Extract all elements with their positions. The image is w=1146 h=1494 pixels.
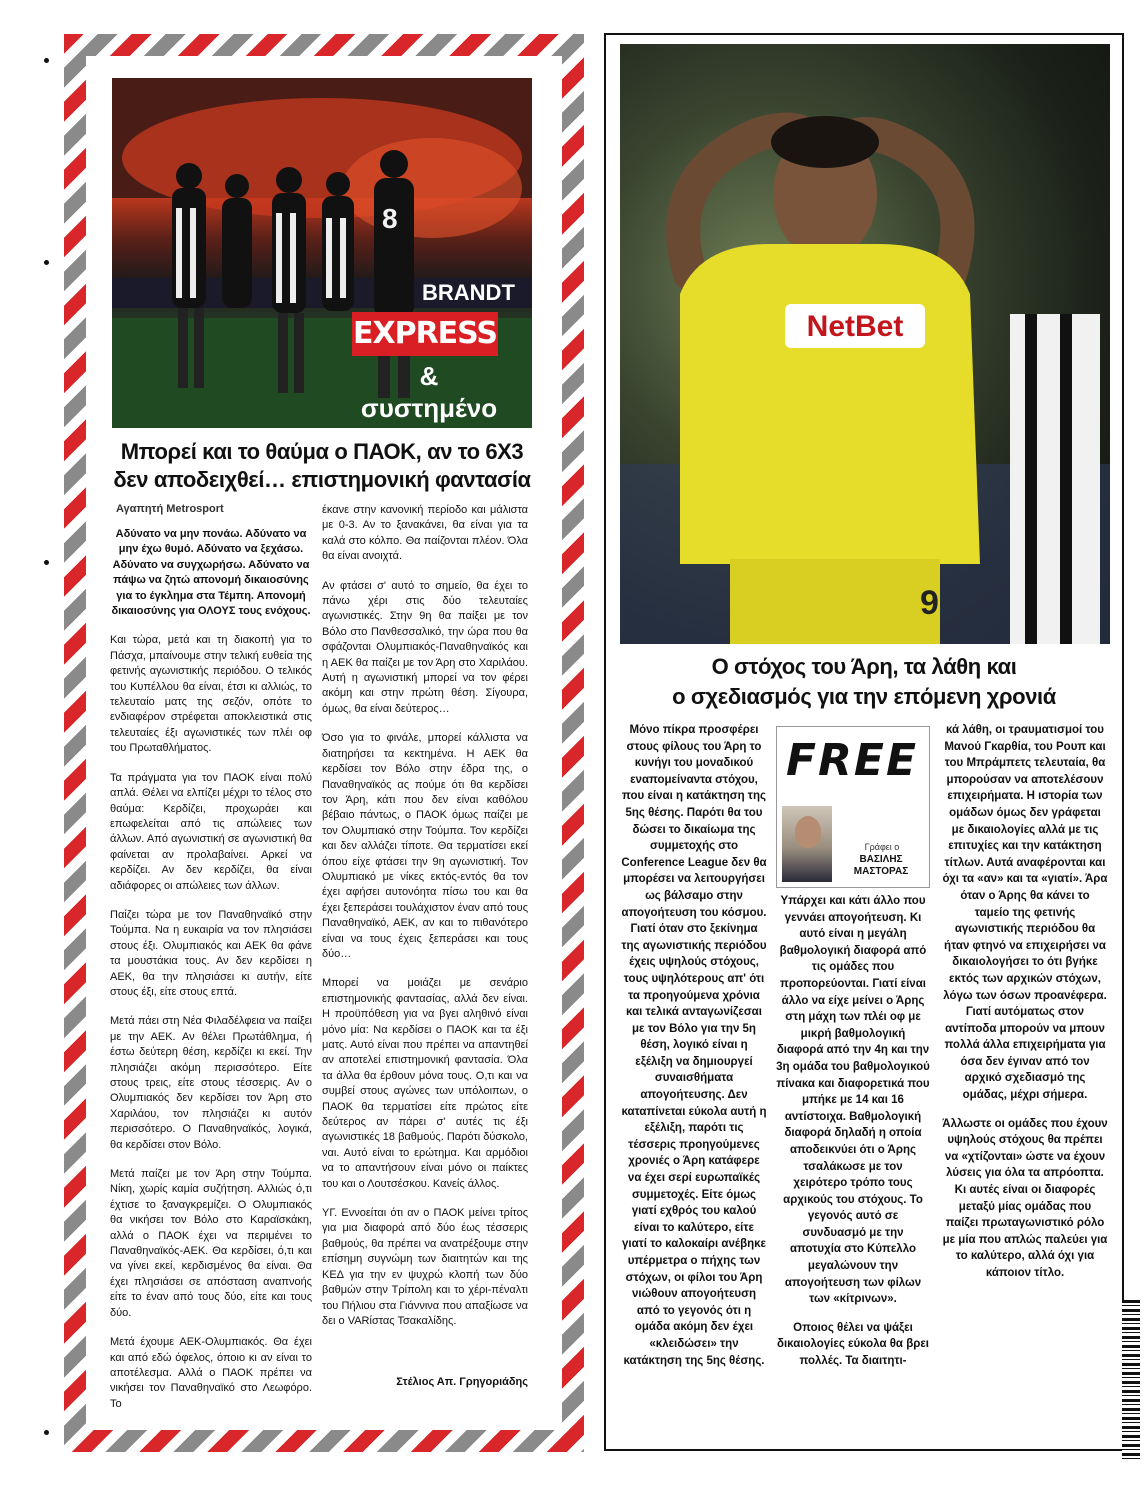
free-logo: FREE [785, 735, 919, 786]
shirt-sponsor-text: NetBet [806, 310, 904, 343]
paragraph: Παίζει τώρα με τον Παναθηναϊκό στην Τούμπα. Να η ευκαιρία να τον πλησιάσει στους έξι. Ολυμπιακός και ΑΕΚ θα φάνε τα μουστάκια τους. Αν δεν κερδίσει η ΑΕΚ, θα την πλησιάσει κι αυτήν, είτε στους έξι, είτε στους επτά. [110, 908, 312, 998]
registration-mark [44, 260, 49, 265]
print-barcode-strip [1122, 1300, 1140, 1460]
shirt-number-text: 9 [920, 584, 939, 622]
paragraph: κά λάθη, οι τραυματισμοί του Μανού Γκαρθία, του Ρουπ και του Μπράμπετς τελευταία, θα μπορούσαν να αποτελέσουν επιχειρήματα. Η ιστορία των ομάδων όμως δεν γράφεται με δικαιολογίες αλλά με τις επιτυχίες και την κατάκτηση τίτλων. Αυτά αναφέρονται και όχι τα «αν» και τα «γιατί». Άρα όταν ο Άρης θα κάνει το ταμείο της φετινής αγωνιστικής περιόδου θα ήταν φτηνό να επιχειρήσει να δικαιολογήσει το ότι βγήκε εκτός των αρχικών στόχων, λόγω των όσων προανέφερα. Γιατί αυτόματως στον αντίποδα μπορούν να μπουν πολλά άλλα επιχειρήματα για όσα δεν έγιναν από τον αρχικό σχεδιασμό της ομάδας, μέχρι σήμερα. [942, 724, 1108, 1102]
right-title-line1: Ο στόχος του Άρη, τα λάθη και [711, 654, 1017, 679]
left-article-title [112, 438, 532, 494]
author-first-name: ΒΑΣΙΛΗΣ [859, 854, 903, 865]
left-article-signature: Στέλιος Απ. Γρηγοριάδης [396, 1376, 528, 1388]
paragraph: έκανε στην κανονική περίοδο και μάλιστα με 0-3. Αν το ξανακάνει, θα είναι για τα καλά στο κόλπο. Θα παίζονται πλέον. Όλα θα είναι ανοιχτά. [322, 504, 528, 563]
left-article-column-2 [322, 503, 528, 1343]
registration-mark [44, 58, 49, 63]
paragraph: Μετά πάει στη Νέα Φιλαδέλφεια να παίξει με την ΑΕΚ. Αν θέλει Πρωτάθλημα, ή έστω δεύτερη θέση, κερδίζει κι εκεί. Την πλησιάζει ακόμη περισσότερο. Είτε στους τρεις, είτε στους τέσσερις. Αν ο Ολυμπιακός δεν κερδίσει τον Άρη στο Χαριλάου, τον πλησιάζει κι αυτόν περισσότερο. Ο Παναθηναϊκός, λογικά, θα κερδίσει στον Βόλο. [110, 1015, 312, 1151]
right-title-line2: ο σχεδιασμός για την επόμενη χρονιά [672, 684, 1056, 709]
paragraph: Υπάρχει και κάτι άλλο που γεννάει απογοήτευση. Κι αυτό είναι η μεγάλη βαθμολογική διαφορά από τις ομάδες που προπορεύονται. Γιατί είναι άλλο να είχε μείνει ο Άρης στη μάχη των πλέι οφ με μικρή βαθμολογική διαφορά από την 4η και την 3η ομάδα του βαθμολογικού πίνακα και διαφορετικά που μπήκε με 14 και 16 αντίστοιχα. Βαθμολογική διαφορά δηλαδή η οποία αποδεικνύει ότι ο Άρης τσαλάκωσε με τον χειρότερο τρόπο τους αρχικούς του στόχους. Το γεγονός αυτό σε συνδυασμό με την αποτυχία στο Κύπελλο μεγαλώνουν την απογοήτευση των φίλων των «κίτρινων». [776, 895, 930, 1306]
express-tag: EXPRESS [352, 312, 498, 356]
registration-mark [44, 560, 49, 565]
brandt-banner-text: BRANDT [422, 280, 515, 305]
left-article-byline: Αγαπητή Metrosport [116, 503, 224, 515]
right-article-title [612, 652, 1116, 712]
author-portrait-head [795, 816, 821, 848]
left-article-column-1 [110, 527, 312, 1426]
author-last-name: ΜΑΣΤΟΡΑΣ [853, 866, 909, 877]
aris-photo-illustration [620, 44, 1110, 644]
author-label: Γράφει ο [864, 842, 900, 852]
paragraph: Μετά έχουμε ΑΕΚ-Ολυμπιακός. Θα έχει και από εδώ όφελος, όποιο κι αν είναι το αποτέλεσμα. Αλλά ο ΠΑΟΚ πρέπει να νικήσει τον Παναθηναϊκό στο Λεωφόρο. Το [110, 1336, 312, 1410]
paragraph: Μετά παίζει με τον Άρη στην Τούμπα. Νίκη, χωρίς καμία συζήτηση. Αλλιώς ό,τι έχτισε το ξαναγκρεμίζει. Ο Ολυμπιακός θα νικήσει τον Βόλο στο Καραϊσκάκη, αλλά ο ΠΑΟΚ έχει να περιμένει το Παναθηναϊκός-ΑΕΚ. Θα κερδίσει, ό,τι και να γίνει εκεί, κερδισμένος θα είναι. Θα έχει πλησιάσει σε απόσταση αναπνοής είτε το έναν από τους δύο, είτε και τους δύο. [110, 1168, 312, 1319]
paragraph: Μπορεί να μοιάζει με σενάριο επιστημονικής φαντασίας, αλλά δεν είναι. Η προϋπόθεση για να βγει αληθινό είναι μόνο μία: Να κερδίσει ο ΠΑΟΚ και τα έξι ματς. Αυτό είναι που πρέπει να απαντηθεί αν αποτελεί επιστημονική φαντασία. Όλα τα άλλα θα έρθουν μόνα τους. Ο,τι και να συμβεί στους αγώνες των υπόλοιπων, ο ΠΑΟΚ θα τερματίσει είτε πρώτος είτε δεύτερος αν πάρει σ' αυτές τις έξι αγωνιστικές 18 βαθμούς. Παρότι δύσκολο, ναι. Αυτό είναι το ερώτημα. Και αρμόδιοι να το απαντήσουν είναι μόνο οι παίκτες του και ο Λουτσέσκου. Κανείς άλλος. [322, 977, 528, 1190]
right-article-column-1 [620, 722, 768, 1381]
aris-player-photo [620, 44, 1110, 644]
paragraph: Οποιος θέλει να ψάξει δικαιολογίες εύκολα θα βρει πολλές. Τα διαιτητι- [777, 1321, 929, 1368]
svg-text:8: 8 [382, 203, 398, 234]
registration-mark [44, 1430, 49, 1435]
paragraph: Αν φτάσει σ' αυτό το σημείο, θα έχει το πάνω χέρι στις δύο τελευταίες αγωνιστικές. Στην 9η θα παίξει με τον Βόλο στο Πανθεσσαλικό, την ώρα που θα σφάζονται Ολυμπιακός-Παναθηναϊκός και η ΑΕΚ θα παίζει με τον Άρη στο Χαριλάου. Αυτή η αγωνιστική μπορεί να τον φέρει ακόμη και στην πρώτη θέση. Σίγουρα, όμως, θα είναι δεύτερος… [322, 579, 528, 715]
left-title-line2: δεν αποδειχθεί… επιστημονική φαντασία [113, 467, 531, 492]
express-subtag: & συστημένο [360, 361, 498, 423]
paragraph: Μόνο πίκρα προσφέρει στους φίλους του Άρη το κυνήγι του μοναδικού εναπομείναντα στόχου, που είναι η κατάκτηση της 5ης θέσης. Παρότι θα του δώσει το δικαίωμα της συμμετοχής στο Conference League δεν θα μπορέσει να λειτουργήσει ως βάλσαμο στην απογοήτευση του κόσμου. Γιατί όταν στο ξεκίνημα της αγωνιστικής περιόδου έχεις υψηλούς στόχους, τους υψηλότερους απ' ότι τα προηγούμενα χρόνια και τελικά ανταγωνίζεσαι με τον Βόλο για την 5η θέση, λογικό είναι η εξέλιξη να δημιουργεί συναισθήματα απογοήτευσης. Δεν καταπίνεται εύκολα αυτή η εξέλιξη, παρότι τις τέσσερις προηγούμενες χρονιές ο Άρη κατάφερε να έχει σερί ευρωπαϊκές συμμετοχές. Είτε όμως γιατί εχθρός του καλού είναι το καλύτερο, είτε γιατί το καλοκαίρι ανέβηκε υπέρμετρα ο πήχης των στόχων, οι φίλοι του Άρη νιώθουν απογοήτευση από το γεγονός ότι η ομάδα ακόμη δεν έχει «κλειδώσει» την κατάκτηση της 5ης θέσης. [621, 724, 767, 1367]
lead-paragraph: Αδύνατο να μην πονάω. Αδύνατο να μην έχω θυμό. Αδύνατο να ξεχάσω. Αδύνατο να συγχωρήσω. Αδύνατο να πάψω να ζητώ απονομή δικαιοσύνης για το έγκλημα στα Τέμπη. Απονομή δικαιοσύνης για ΟΛΟΥΣ τους ενόχους. [111, 528, 311, 618]
paragraph: Και τώρα, μετά και τη διακοπή για το Πάσχα, μπαίνουμε στην τελική ευθεία της φετινής αγωνιστικής περιόδου. Ο τελικός του Κυπέλλου θα είναι, έτσι κι αλλιώς, το τελευταίο ματς της σεζόν, οπότε το ενδιαφέρον στρέφεται αποκλειστικά στις τελευταίες έξι αγωνιστικές των πλέι οφ του Πρωταθλήματος. [110, 634, 312, 755]
paragraph: Άλλωστε οι ομάδες που έχουν υψηλούς στόχους θα πρέπει να «χτίζονται» ώστε να έχουν λύσεις για όλα τα απρόοπτα. Κι αυτές είναι οι διαφορές μεταξύ μίας ομάδας που παίζει πρωταγωνιστικό ρόλο με μία που απλώς παλεύει για το καλύτερο, αλλά όχι για κάποιον τίτλο. [942, 1117, 1108, 1279]
left-title-line1: Μπορεί και το θαύμα ο ΠΑΟΚ, αν το 6Χ3 [120, 439, 524, 464]
paragraph: Όσο για το φινάλε, μπορεί κάλλιστα να διατηρήσει τα κεκτημένα. Η ΑΕΚ θα κερδίσει τον Βόλο στην έδρα της, ο Παναθηναϊκός ας πούμε ότι θα κερδίσει τον Άρη, κάτι που δεν είναι καθόλου βέβαιο πάντως, ο ΠΑΟΚ όμως παίζει με τον Ολυμπιακό στην Τούμπα. Τον κερδίζει και δεν αλλάζει τίποτε. Θα τερματίσει εκεί όπου είχε φτάσει την 9η αγωνιστική. Τον Ολυμπιακό με νίκες εκτός-εντός θα τον έχει αφήσει αυτονόητα πίσω του και θα έχει ξεπεράσει τουλάχιστον έναν από τους Παναθηναϊκό, ΑΕΚ, αν και το πιθανότερο είναι να τους έχεις ξεπεράσει και τους δύο… [322, 732, 528, 960]
author-name [834, 854, 928, 878]
paragraph: ΥΓ. Εννοείται ότι αν ο ΠΑΟΚ μείνει τρίτος για μια διαφορά από δύο έως τέσσερις βαθμούς, θα πρέπει να ανατρέξουμε στην επίσημη συγνώμη των διαιτητών και της ΚΕΔ για την εν ψυχρώ κλοπή των δύο βαθμών στην Τρίπολη και το χέρι-πέναλτι του Πήλιου στα Γιάννινα που απαξίωσε να δει ο VARίστας Τσακαλίδης. [322, 1207, 528, 1327]
right-article-column-3 [942, 722, 1108, 1294]
paragraph: Τα πράγματα για τον ΠΑΟΚ είναι πολύ απλά. Θέλει να ελπίζει μέχρι το τέλος στο θαύμα: Κερδίζει, προχωράει και επωφελείται από τις απώλειες των άλλων. Από αγωνιστική σε αγωνιστική θα φαίνεται αν προλαβαίνει. Αρκεί να κερδίζει. Αν δεν κερδίζει, θα είναι αδιάφορες οι απώλειες των άλλων. [110, 771, 312, 892]
right-article-column-2 [776, 893, 930, 1382]
